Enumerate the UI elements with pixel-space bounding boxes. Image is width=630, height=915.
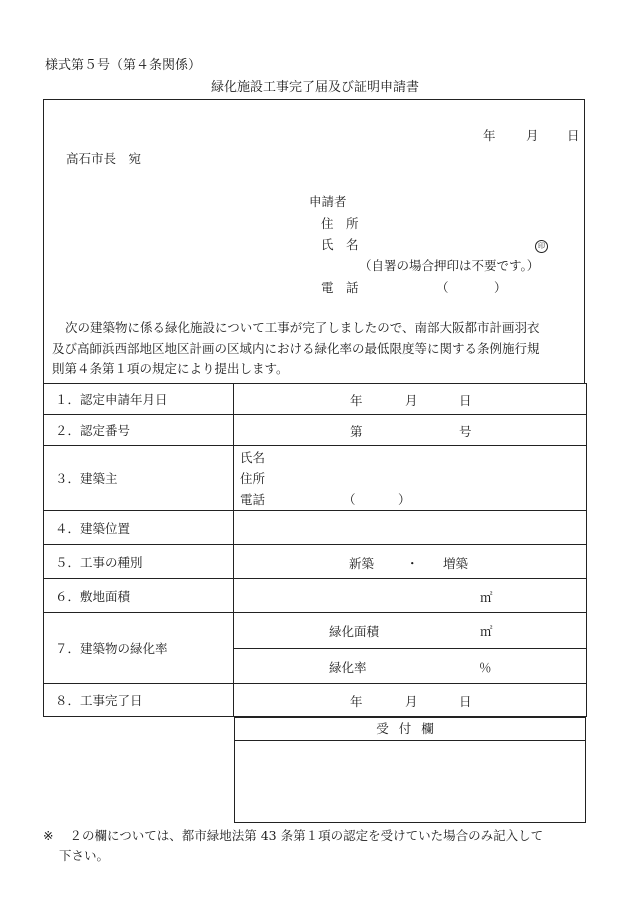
form-number: 様式第５号（第４条関係） (45, 58, 202, 73)
building-location-field[interactable] (234, 511, 587, 545)
row-label: ６．敷地面積 (44, 579, 234, 613)
completion-date-field[interactable] (234, 684, 587, 717)
row-label: ５．工事の種別 (44, 545, 234, 579)
reception-area[interactable] (235, 741, 585, 823)
footnote-mark: ※ (43, 828, 54, 843)
row-greening-rate-area (44, 613, 587, 649)
option-separator: ・ (406, 556, 419, 571)
greening-area-unit: ㎡ (480, 624, 493, 639)
date-year-label: 年 (483, 128, 496, 143)
row-construction-type (44, 545, 587, 579)
owner-name-label: 氏名 (240, 450, 266, 465)
row-label: ８．工事完了日 (44, 684, 234, 717)
applicant-address-label: 住 所 (321, 216, 359, 231)
application-date-field[interactable] (234, 384, 587, 415)
row-label: １．認定申請年月日 (44, 384, 234, 415)
month-label: 月 (405, 393, 418, 408)
building-owner-field[interactable] (234, 446, 587, 511)
year-label: 年 (350, 694, 363, 709)
reception-heading: 受付欄 (235, 718, 585, 741)
greening-rate-unit: ％ (479, 659, 492, 675)
certification-number-field[interactable] (234, 415, 587, 446)
row-label: ４．建築位置 (44, 511, 234, 545)
footnote-line-2: 下さい。 (59, 848, 110, 863)
construction-type-field[interactable] (234, 545, 587, 579)
year-label: 年 (350, 393, 363, 408)
row-certification-number (44, 415, 587, 446)
owner-phone-open: （ (343, 492, 356, 507)
greening-area-label: 緑化面積 (329, 624, 380, 639)
applicant-phone-close: ） (494, 280, 507, 295)
owner-phone-label: 電話 (240, 492, 266, 507)
option-extension[interactable]: 増築 (443, 556, 469, 571)
applicant-heading: 申請者 (309, 194, 347, 209)
declaration-line-2: 及び高師浜西部地区地区計画の区域内における緑化率の最低限度等に関する条例施行規 (52, 340, 540, 356)
row-building-owner (44, 446, 587, 511)
row-label: ３．建築主 (44, 446, 234, 511)
row-completion-date (44, 684, 587, 717)
greening-rate-label: 緑化率 (329, 659, 367, 675)
greening-area-field[interactable] (234, 613, 587, 649)
owner-phone-close: ） (398, 492, 411, 507)
day-label: 日 (459, 393, 472, 408)
row-label: ７．建築物の緑化率 (44, 613, 234, 684)
declaration-text (52, 318, 578, 380)
declaration-line-1: 次の建築物に係る緑化施設について工事が完了しましたので、南部大阪都市計画羽衣 (65, 320, 540, 335)
signature-note: （自署の場合押印は不要です。） (359, 258, 540, 273)
day-label: 日 (459, 694, 472, 709)
number-prefix: 第 (350, 424, 363, 439)
row-building-location (44, 511, 587, 545)
row-application-date (44, 384, 587, 415)
declaration-line-3: 則第４条第１項の規定により提出します。 (52, 361, 289, 376)
date-month-label: 月 (526, 128, 539, 143)
number-suffix: 号 (459, 424, 472, 439)
seal-glyph: 印 (535, 240, 548, 253)
details-table (43, 383, 587, 717)
date-day-label: 日 (567, 128, 580, 143)
site-area-unit: ㎡ (480, 590, 493, 605)
footnote-line-1: ２の欄については、都市緑地法第 43 条第１項の認定を受けていた場合のみ記入して (69, 828, 544, 843)
addressee: 高石市長 宛 (66, 151, 142, 166)
applicant-phone-label: 電 話 (321, 280, 359, 295)
site-area-field[interactable] (234, 579, 587, 613)
owner-address-label: 住所 (240, 471, 266, 486)
applicant-name-label: 氏 名 (321, 237, 359, 252)
document-title: 緑化施設工事完了届及び証明申請書 (210, 80, 419, 95)
greening-rate-field[interactable] (234, 648, 587, 684)
month-label: 月 (405, 694, 418, 709)
footnote (43, 826, 588, 866)
option-new-build[interactable]: 新築 (349, 556, 375, 571)
applicant-phone-open: （ (436, 280, 449, 295)
seal-icon (535, 236, 548, 253)
row-site-area (44, 579, 587, 613)
reception-box (234, 717, 586, 823)
row-label: ２．認定番号 (44, 415, 234, 446)
